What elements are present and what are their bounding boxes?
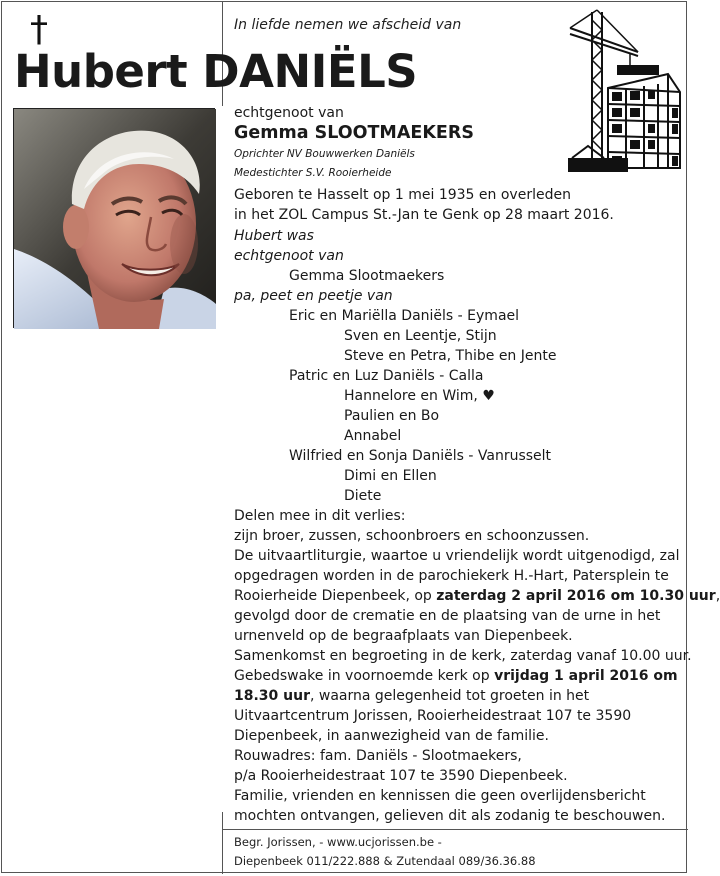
vigil-line-3: Uitvaartcentrum Jorissen, Rooierheidestraat 107 te 3590 xyxy=(234,708,632,724)
role-cofounder: Medestichter S.V. Rooierheide xyxy=(234,167,392,179)
intro-text: In liefde nemen we afscheid van xyxy=(234,17,462,33)
child-name: Patric en Luz Daniëls - Calla xyxy=(289,368,484,384)
construction-crane-icon xyxy=(568,8,682,176)
role-founder: Oprichter NV Bouwwerken Daniëls xyxy=(234,148,415,160)
family-parent-label: pa, peet en peetje van xyxy=(234,288,393,304)
grandchild-line: Dimi en Ellen xyxy=(344,468,437,484)
spouse-label: echtgenoot van xyxy=(234,105,344,121)
vigil-time: 18.30 uur xyxy=(234,688,310,704)
grandchild-line: Hannelore en Wim, ♥ xyxy=(344,388,495,404)
address-line-1: Rouwadres: fam. Daniëls - Slootmaekers, xyxy=(234,748,522,764)
grandchild-line: Diete xyxy=(344,488,382,504)
closing-line-2: mochten ontvangen, gelieven dit als zodanig te beschouwen. xyxy=(234,808,666,824)
funeral-date: zaterdag 2 april 2016 om 10.30 uur xyxy=(436,588,716,604)
cross-icon: † xyxy=(30,9,48,50)
vigil-date: vrijdag 1 april 2016 om xyxy=(494,668,678,684)
closing-line-1: Familie, vrienden en kennissen die geen overlijdensbericht xyxy=(234,788,646,804)
divider-vertical-bottom xyxy=(222,812,223,874)
vigil-line-1: Gebedswake in voornoemde kerk op vrijdag 1 april 2016 om xyxy=(234,668,678,684)
family-spouse-label: echtgenoot van xyxy=(234,248,344,264)
funeral-line-5: urnenveld op de begraafplaats van Diepenbeek. xyxy=(234,628,573,644)
funeral-line-3: Rooierheide Diepenbeek, op zaterdag 2 april 2016 om 10.30 uur, xyxy=(234,588,720,604)
birth-line-1: Geboren te Hasselt op 1 mei 1935 en overleden xyxy=(234,187,571,203)
funeral-line-1: De uitvaartliturgie, waartoe u vriendelijk wordt uitgenodigd, zal xyxy=(234,548,680,564)
funeral-line-2: opgedragen worden in de parochiekerk H.-Hart, Patersplein te xyxy=(234,568,669,584)
family-was: Hubert was xyxy=(234,228,314,244)
grandchild-line: Steve en Petra, Thibe en Jente xyxy=(344,348,557,364)
vigil-line-4: Diepenbeek, in aanwezigheid van de familie. xyxy=(234,728,549,744)
child-name: Eric en Mariëlla Daniëls - Eymael xyxy=(289,308,520,324)
birth-line-2: in het ZOL Campus St.-Jan te Genk op 28 maart 2016. xyxy=(234,207,614,223)
portrait-photo xyxy=(13,108,215,328)
grandchild-line: Annabel xyxy=(344,428,402,444)
siblings-line: zijn broer, zussen, schoonbroers en schoonzussen. xyxy=(234,528,590,544)
vigil-line-2: 18.30 uur, waarna gelegenheid tot groeten in het xyxy=(234,688,590,704)
share-label: Delen mee in dit verlies: xyxy=(234,508,406,524)
child-name: Wilfried en Sonja Daniëls - Vanrusselt xyxy=(289,448,552,464)
footer-line-1: Begr. Jorissen, - www.ucjorissen.be - xyxy=(234,835,442,849)
spouse-name: Gemma SLOOTMAEKERS xyxy=(234,123,474,143)
funeral-line-4: gevolgd door de crematie en de plaatsing van de urne in het xyxy=(234,608,661,624)
family-spouse-name: Gemma Slootmaekers xyxy=(289,268,445,284)
divider-footer xyxy=(222,829,688,830)
footer-line-2: Diepenbeek 011/222.888 & Zutendaal 089/36.36.88 xyxy=(234,854,536,868)
grandchild-line: Sven en Leentje, Stijn xyxy=(344,328,497,344)
gathering-line: Samenkomst en begroeting in de kerk, zaterdag vanaf 10.00 uur. xyxy=(234,648,692,664)
deceased-name: Hubert DANIËLS xyxy=(14,45,418,98)
address-line-2: p/a Rooierheidestraat 107 te 3590 Diepenbeek. xyxy=(234,768,568,784)
grandchild-line: Paulien en Bo xyxy=(344,408,440,424)
